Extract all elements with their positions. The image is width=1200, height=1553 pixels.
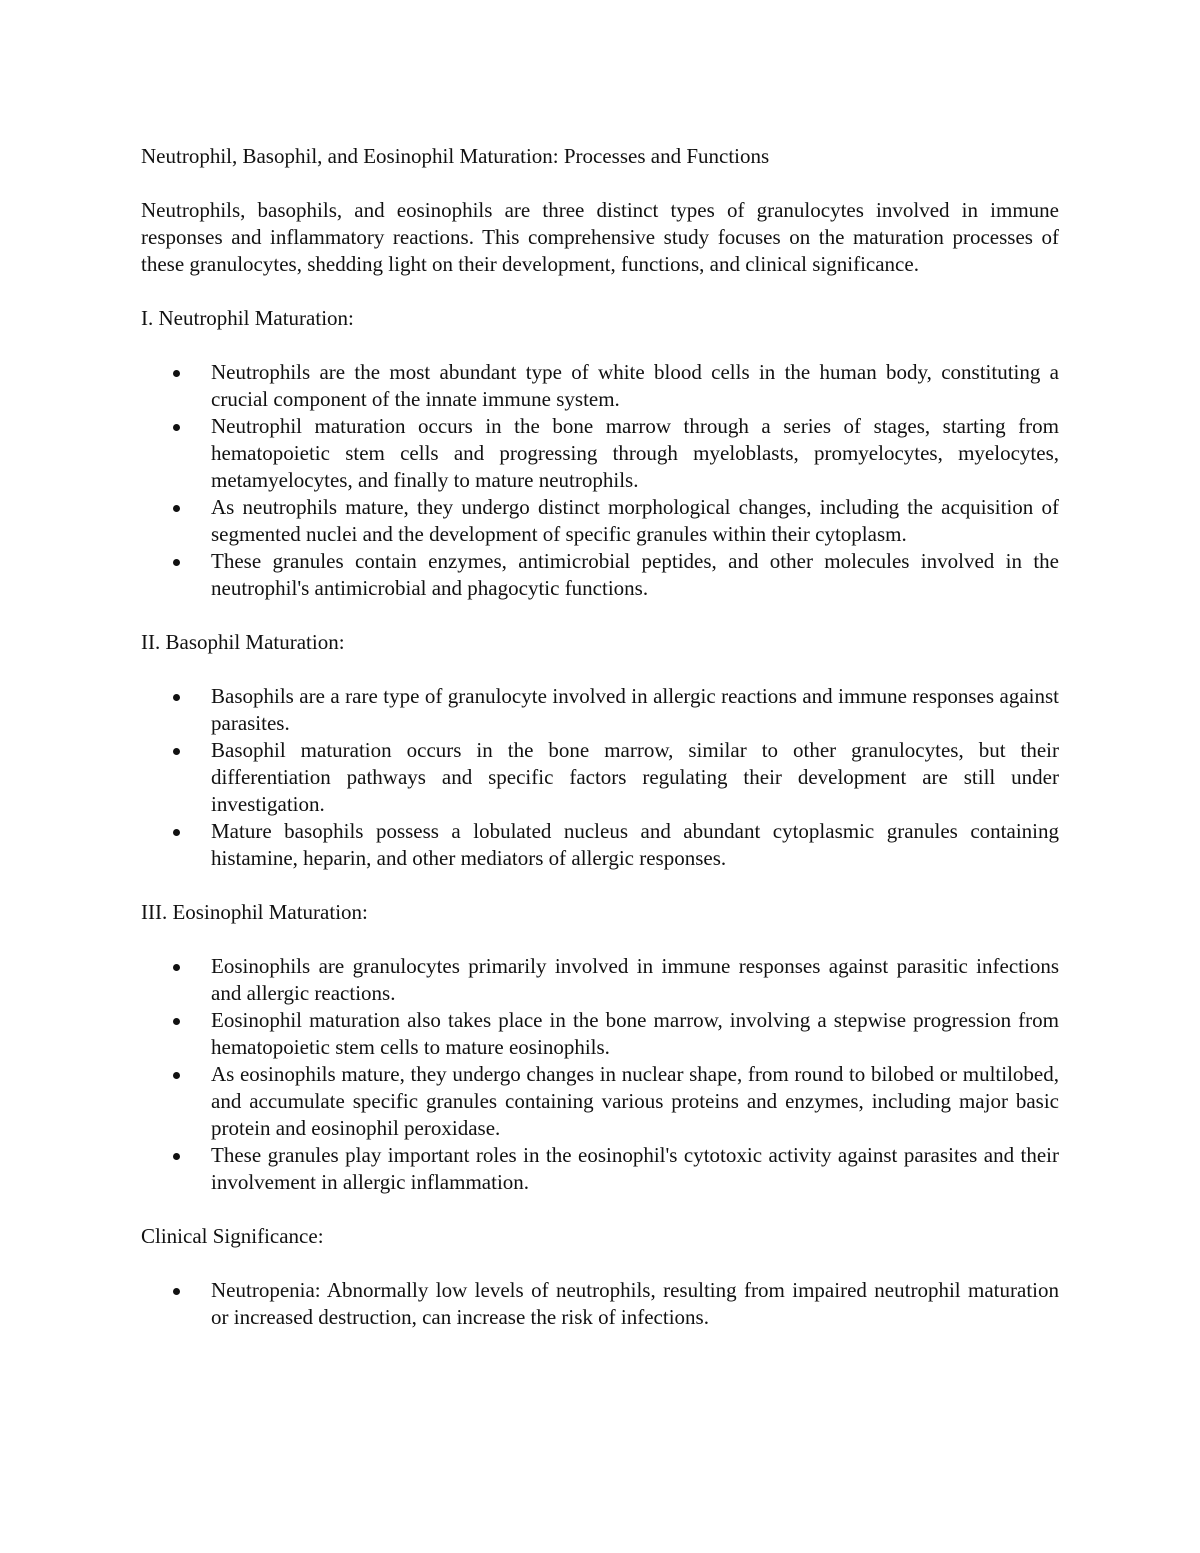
bullet-icon bbox=[173, 1288, 180, 1295]
section-heading-clinical: Clinical Significance: bbox=[141, 1224, 324, 1248]
list-item bbox=[141, 1061, 1059, 1142]
intro-paragraph: Neutrophils, basophils, and eosinophils are three distinct types of granulocytes involved in immune responses and inflammatory reactions. This comprehensive study focuses on the maturation processes of these granulocytes, shedding light on their development, functions, and clinical significance. bbox=[141, 198, 1059, 276]
bullet-icon bbox=[173, 1018, 180, 1025]
list-item-text: Mature basophils possess a lobulated nucleus and abundant cytoplasmic granules containing histamine, heparin, and other mediators of allergic responses. bbox=[211, 819, 1059, 870]
list-item bbox=[141, 413, 1059, 494]
list-item-text: Eosinophil maturation also takes place in the bone marrow, involving a stepwise progression from hematopoietic stem cells to mature eosinophils. bbox=[211, 1008, 1059, 1059]
list-item bbox=[141, 359, 1059, 413]
list-item bbox=[141, 953, 1059, 1007]
list-item-text: Neutrophil maturation occurs in the bone marrow through a series of stages, starting from hematopoietic stem cells and progressing through myeloblasts, promyelocytes, myelocytes, metamyelocytes, and finally to mature neutrophils. bbox=[211, 414, 1059, 492]
document-page bbox=[141, 143, 1059, 1358]
clinical-bullet-list bbox=[141, 1277, 1059, 1331]
list-item-text: These granules contain enzymes, antimicrobial peptides, and other molecules involved in the neutrophil's antimicrobial and phagocytic functions. bbox=[211, 549, 1059, 600]
document-title: Neutrophil, Basophil, and Eosinophil Maturation: Processes and Functions bbox=[141, 144, 770, 168]
list-item-text: As neutrophils mature, they undergo distinct morphological changes, including the acquisition of segmented nuclei and the development of specific granules within their cytoplasm. bbox=[211, 495, 1059, 546]
list-item bbox=[141, 548, 1059, 602]
list-item bbox=[141, 494, 1059, 548]
section-heading-eosinophil: III. Eosinophil Maturation: bbox=[141, 900, 368, 924]
list-item-text: Neutropenia: Abnormally low levels of neutrophils, resulting from impaired neutrophil maturation or increased destruction, can increase the risk of infections. bbox=[211, 1278, 1059, 1329]
list-item bbox=[141, 1277, 1059, 1331]
list-item bbox=[141, 683, 1059, 737]
section-heading-basophil: II. Basophil Maturation: bbox=[141, 630, 345, 654]
list-item-text: Basophils are a rare type of granulocyte involved in allergic reactions and immune responses against parasites. bbox=[211, 684, 1059, 735]
bullet-icon bbox=[173, 1072, 180, 1079]
list-item-text: Neutrophils are the most abundant type of white blood cells in the human body, constituting a crucial component of the innate immune system. bbox=[211, 360, 1059, 411]
bullet-icon bbox=[173, 694, 180, 701]
section-heading-neutrophil: I. Neutrophil Maturation: bbox=[141, 306, 354, 330]
list-item bbox=[141, 818, 1059, 872]
neutrophil-bullet-list bbox=[141, 359, 1059, 602]
list-item bbox=[141, 737, 1059, 818]
list-item-text: Basophil maturation occurs in the bone marrow, similar to other granulocytes, but their differentiation pathways and specific factors regulating their development are still under investigation. bbox=[211, 738, 1059, 816]
bullet-icon bbox=[173, 1153, 180, 1160]
bullet-icon bbox=[173, 505, 180, 512]
bullet-icon bbox=[173, 559, 180, 566]
list-item-text: As eosinophils mature, they undergo changes in nuclear shape, from round to bilobed or multilobed, and accumulate specific granules containing various proteins and enzymes, including major basic protein and eosinophil peroxidase. bbox=[211, 1062, 1059, 1140]
list-item-text: These granules play important roles in the eosinophil's cytotoxic activity against parasites and their involvement in allergic inflammation. bbox=[211, 1143, 1059, 1194]
list-item-text: Eosinophils are granulocytes primarily involved in immune responses against parasitic infections and allergic reactions. bbox=[211, 954, 1059, 1005]
basophil-bullet-list bbox=[141, 683, 1059, 872]
bullet-icon bbox=[173, 829, 180, 836]
list-item bbox=[141, 1142, 1059, 1196]
bullet-icon bbox=[173, 424, 180, 431]
list-item bbox=[141, 1007, 1059, 1061]
bullet-icon bbox=[173, 964, 180, 971]
bullet-icon bbox=[173, 748, 180, 755]
bullet-icon bbox=[173, 370, 180, 377]
eosinophil-bullet-list bbox=[141, 953, 1059, 1196]
